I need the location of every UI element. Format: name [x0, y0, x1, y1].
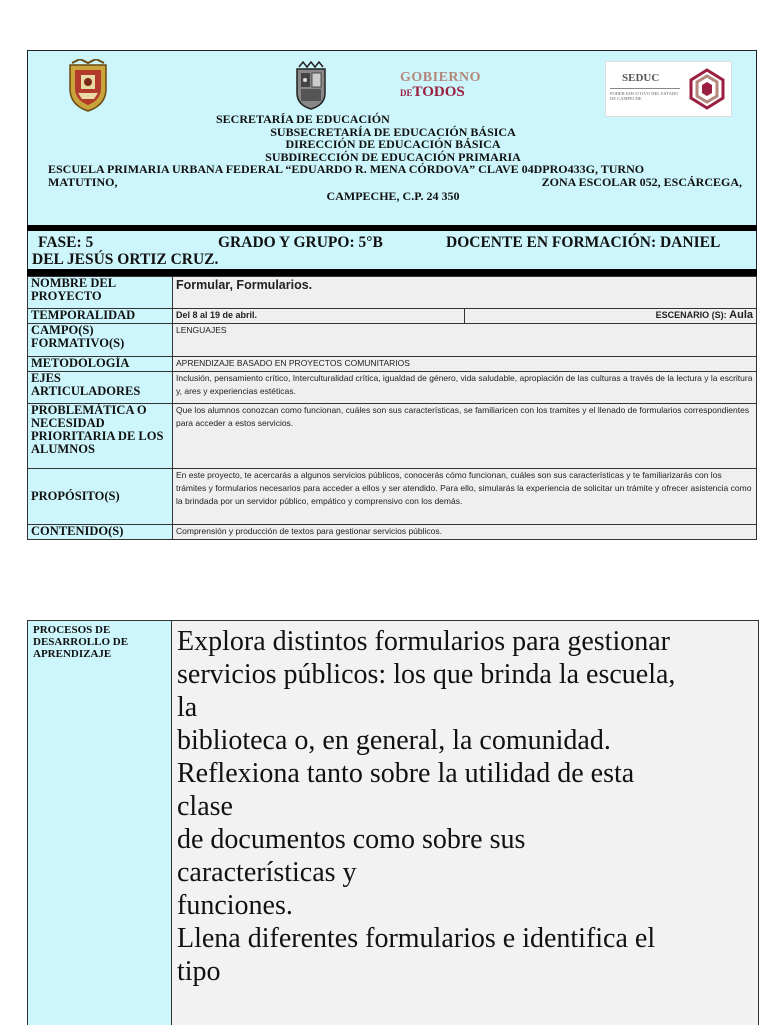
nombre-value: Formular, Formularios.	[173, 277, 757, 309]
contenido-value: Comprensión y producción de textos para gestionar servicios públicos.	[173, 525, 757, 540]
ejes-label: EJES ARTICULADORES	[28, 372, 173, 404]
procesos-line: Llena diferentes formularios e identifica el	[177, 923, 656, 954]
turno-text: MATUTINO,	[48, 174, 118, 189]
ejes-value: Inclusión, pensamiento crítico, Interculturalidad crítica, igualdad de género, vida saludable, apropiación de las culturas a través de la lectura y la escritura y, ares y experiencias estéticas.	[173, 372, 757, 404]
temporalidad-label: TEMPORALIDAD	[28, 309, 173, 324]
gobierno-text: GOBIERNO	[400, 70, 482, 85]
school-crest-icon	[64, 59, 112, 113]
metodologia-label: METODOLOGÍA	[28, 357, 173, 372]
contenido-label: CONTENIDO(S)	[28, 525, 173, 540]
docente-text: DOCENTE EN FORMACIÓN: DANIEL	[446, 234, 721, 251]
procesos-section	[27, 620, 759, 1025]
document-header	[27, 50, 757, 225]
de-text: DE	[400, 88, 413, 98]
procesos-line: servicios públicos: los que brinda la escuela,	[177, 659, 676, 690]
gobierno-de-todos-logo	[400, 71, 481, 100]
metodologia-value: APRENDIZAJE BASADO EN PROYECTOS COMUNITARIOS	[173, 357, 757, 372]
project-info-table	[27, 276, 757, 540]
fase-text: FASE: 5	[38, 234, 94, 251]
table-row	[28, 525, 757, 540]
procesos-line: características y	[177, 857, 357, 888]
subsecretaria-line: SUBSECRETARÍA DE EDUCACIÓN BÁSICA	[270, 124, 516, 139]
procesos-line: de documentos como sobre sus	[177, 824, 526, 855]
campeche-coat-of-arms-icon	[293, 61, 329, 111]
divider-bar	[27, 269, 757, 276]
procesos-line: tipo	[177, 956, 221, 987]
planning-sheet	[27, 50, 757, 540]
nombre-label: NOMBRE DEL PROYECTO	[28, 277, 173, 309]
escenario-cell	[465, 309, 757, 324]
seduc-logo	[605, 61, 732, 117]
campo-value: LENGUAJES	[173, 324, 757, 357]
procesos-line: Explora distintos formularios para gestionar	[177, 626, 670, 657]
docente-name-cont: DEL JESÚS ORTIZ CRUZ.	[32, 251, 219, 268]
seduc-title: SEDUC	[622, 72, 660, 84]
procesos-line: biblioteca o, en general, la comunidad.	[177, 725, 611, 756]
table-row	[28, 277, 757, 309]
proposito-value: En este proyecto, te acercarás a algunos servicios públicos, conocerás cómo funcionan, cuáles son sus características y te familiarizarás con los trámites y formularios necesarios para acceder a ellos y ser atendido. Para ello, simularás la experiencia de solicitar un trámite y ofrecer asistencia como la brindada por un servidor público, empático y comprensivo con los demás.	[173, 469, 757, 525]
procesos-line: Reflexiona tanto sobre la utilidad de esta	[177, 758, 635, 789]
secretaria-line: SECRETARÍA DE EDUCACIÓN	[216, 112, 390, 126]
campeche-cp-line: CAMPECHE, C.P. 24 350	[326, 189, 460, 203]
fase-section	[27, 231, 757, 269]
escenario-label: ESCENARIO (S):	[655, 310, 727, 320]
table-row	[28, 324, 757, 357]
procesos-line: la	[177, 692, 198, 723]
table-row	[28, 469, 757, 525]
direccion-line: DIRECCIÓN DE EDUCACIÓN BÁSICA	[285, 137, 501, 151]
procesos-line: clase	[177, 791, 233, 822]
table-row	[28, 372, 757, 404]
seduc-emblem-icon	[687, 68, 727, 110]
table-row	[28, 357, 757, 372]
procesos-label: PROCESOS DE DESARROLLO DE APRENDIZAJE	[28, 621, 172, 1025]
zona-text: ZONA ESCOLAR 052, ESCÁRCEGA,	[541, 174, 742, 189]
proposito-label: PROPÓSITO(S)	[28, 469, 173, 525]
header-text	[28, 113, 758, 203]
escenario-value: Aula	[729, 309, 753, 321]
problematica-label: PROBLEMÁTICA O NECESIDAD PRIORITARIA DE LOS ALUMNOS	[28, 404, 173, 469]
procesos-content	[172, 621, 758, 1025]
procesos-line: funciones.	[177, 890, 293, 921]
problematica-value: Que los alumnos conozcan como funcionan, cuáles son sus características, se familiaricen con los tramites y el llenado de formularios correspondientes para acceder a estos servicios.	[173, 404, 757, 469]
temporalidad-value: Del 8 al 19 de abril.	[173, 309, 465, 324]
table-row	[28, 404, 757, 469]
todos-text: TODOS	[412, 84, 465, 100]
escuela-line: ESCUELA PRIMARIA URBANA FEDERAL “EDUARDO R. MENA CÓRDOVA” CLAVE 04DPRO433G, TURNO	[48, 162, 645, 176]
table-row	[28, 309, 757, 324]
campo-label: CAMPO(S) FORMATIVO(S)	[28, 324, 173, 357]
subdireccion-line: SUBDIRECCIÓN DE EDUCACIÓN PRIMARIA	[265, 149, 521, 164]
grado-grupo-text: GRADO Y GRUPO: 5°B	[218, 234, 383, 251]
seduc-subtitle: PODER EJECUTIVO DEL ESTADO DE CAMPECHE	[610, 88, 680, 101]
